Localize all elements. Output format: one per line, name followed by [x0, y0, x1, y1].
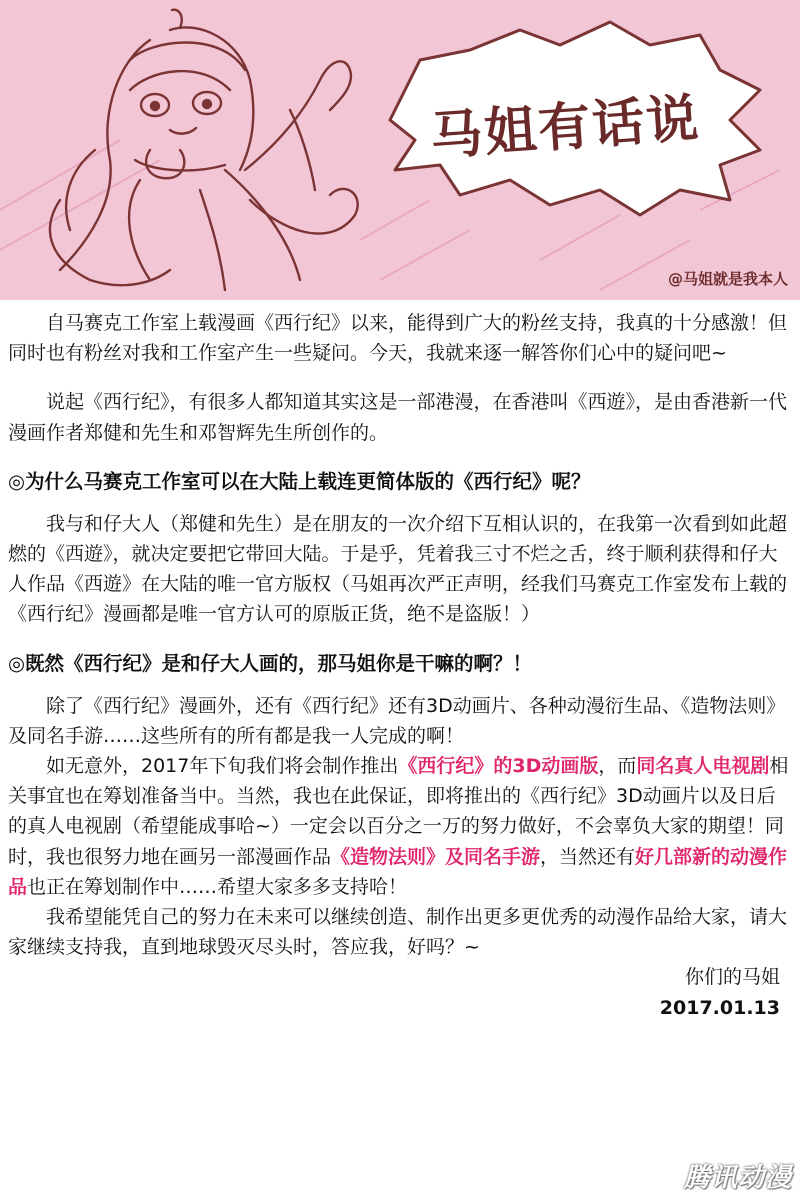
highlight-3d-animation: 《西行纪》的3D动画版: [398, 755, 599, 778]
question-1-heading: ◎为什么马赛克工作室可以在大陆上载连更简体版的《西行纪》呢？: [8, 469, 591, 493]
answer-2-paragraph-2: [8, 751, 792, 902]
text-run: 也正在筹划制作中……希望大家多多支持哈！: [27, 875, 408, 898]
text-run: ，而: [598, 755, 637, 778]
signature-date: 2017.01.13: [659, 996, 780, 1019]
highlight-zaowu-fazhe: 《造物法则》及同名手游: [331, 845, 541, 868]
spacer: [8, 630, 792, 649]
answer-2-paragraph-1: 除了《西行纪》漫画外，还有《西行纪》还有3D动画片、各种动漫衍生品、《造物法则》及同名手游……这些所有的所有都是我一人完成的啊！: [8, 694, 786, 747]
answer-2-paragraph-3: 我希望能凭自己的努力在未来可以继续创造、制作出更多更优秀的动漫作品给大家，请大家继续支持我，直到地球毁灭尽头时，答应我，好吗？~: [8, 906, 788, 959]
text-run: 相关事宜也在筹划准备当中。当然，我也在此保证，即将推出的《西行纪》3D动画片以及日后的真人电视剧（希望能成事哈~）一定会以百分之一万的努力做好，不会辜负大家的期望！同时，我也很努力地在画另一部漫画作品: [8, 755, 789, 868]
highlight-new-works: 好几部新的动漫作品: [8, 845, 788, 898]
tencent-comic-watermark: 腾讯动漫: [683, 1163, 792, 1193]
banner-credit: @马姐就是我本人: [667, 270, 788, 288]
article-body: [8, 308, 792, 1023]
text-run: ，当然还有: [540, 845, 636, 868]
header-banner: [0, 0, 800, 300]
intro-paragraph-2: 说起《西行纪》，有很多人都知道其实这是一部港漫，在香港叫《西遊》，是由香港新一代漫画作者郑健和先生和邓智辉先生所创作的。: [8, 391, 788, 444]
character-sketch: [50, 10, 358, 290]
signature-name: 你们的马姐: [684, 966, 780, 989]
spacer: [8, 497, 792, 509]
intro-paragraph-1: 自马赛克工作室上载漫画《西行纪》以来，能得到广大的粉丝支持，我真的十分感激！但同时也有粉丝对我和工作室产生一些疑问。今天，我就来逐一解答你们心中的疑问吧~: [8, 312, 788, 365]
spacer: [8, 679, 792, 691]
question-2-heading: ◎既然《西行纪》是和仔大人画的，那马姐你是干嘛的啊？！: [8, 651, 533, 675]
spacer: [8, 448, 792, 467]
answer-1-paragraph: 我与和仔大人（郑健和先生）是在朋友的一次介绍下互相认识的，在我第一次看到如此超燃的《西遊》，就决定要把它带回大陆。于是乎，凭着我三寸不烂之舌，终于顺利获得和仔大人作品《西遊》在大陆的唯一官方版权（马姐再次严正声明，经我们马赛克工作室发布上载的《西行纪》漫画都是唯一官方认可的原版正货，绝不是盗版！）: [8, 512, 788, 626]
highlight-tv-drama: 同名真人电视剧: [636, 755, 770, 778]
banner-title: 马姐有话说: [428, 88, 703, 167]
text-run: 如无意外，2017年下旬我们将会制作推出: [46, 755, 399, 778]
spacer: [8, 368, 792, 387]
